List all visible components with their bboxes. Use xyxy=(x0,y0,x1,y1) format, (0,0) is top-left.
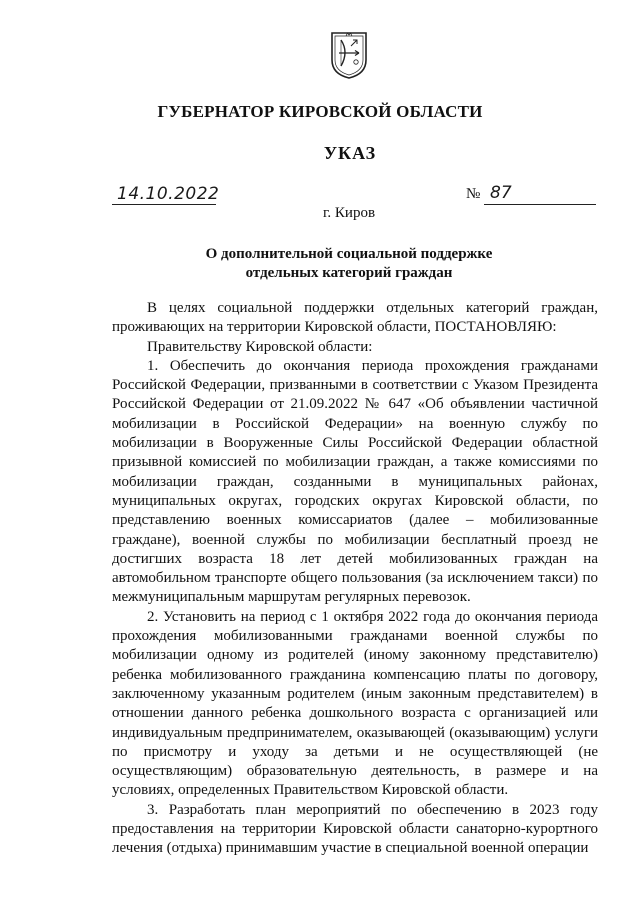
subject-line-2: отдельных категорий граждан xyxy=(245,265,453,281)
kirov-region-coat-of-arms-icon xyxy=(329,30,369,80)
issue-city: г. Киров xyxy=(322,205,376,221)
preamble-paragraph: В целях социальной поддержки отдельных категорий граждан, проживающих на территории Кировской области, ПОСТАНОВЛЯЮ: xyxy=(112,300,598,336)
clause-3-paragraph: 3. Разработать план мероприятий по обеспечению в 2023 году предоставления на территории Кировской области санаторно-курортного лечения (отдыха) принимавшим участие в специальной военной операции xyxy=(112,801,598,857)
document-body xyxy=(112,299,598,859)
clause-2-paragraph: 2. Установить на период с 1 октября 2022 года до окончания периода прохождения мобилизованными гражданами военной службы по мобилизации одному из родителей (иному законному представителю) ребенка мобилизованного гражданина компенсацию платы по договору, заключенному указанным родителем (иным законным представителем) в отношении данного ребенка дошкольного возраста с организацией или индивидуальным предпринимателем, оказывающей (оказывающим) услуги по присмотру и уходу за детьми и не осуществляющей (не осуществляющим) образовательную деятельность, в размере и на условиях, определенных Правительством Кировской области. xyxy=(112,608,598,799)
document-type: УКАЗ xyxy=(323,143,377,163)
clause-1-paragraph: 1. Обеспечить до окончания периода прохождения гражданами Российской Федерации, призванными в соответствии с Указом Президента Российской Федерации от 21.09.2022 № 647 «Об объявлении частичной мобилизации в Российской Федерации» на военную службу по мобилизации в Вооруженные Силы Российской Федерации областной призывной комиссией по мобилизации граждан, а также комиссиями по мобилизации граждан, созданными в муниципальных районах, муниципальных округах, городских округах Кировской области, по представлению военных комиссариатов (далее – мобилизованные граждане), военной службы по мобилизации бесплатный проезд не достигших возраста 18 лет детей мобилизованных граждан на автомобильном транспорте общего пользования (за исключением такси) по межмуниципальным маршрутам регулярных перевозок. xyxy=(112,357,598,606)
issuing-authority: ГУБЕРНАТОР КИРОВСКОЙ ОБЛАСТИ xyxy=(157,102,483,121)
addressee-paragraph: Правительству Кировской области: xyxy=(147,338,373,355)
subject-line-1: О дополнительной социальной поддержке xyxy=(205,246,493,262)
document-date: 14.10.2022 xyxy=(117,184,220,204)
document-subject xyxy=(0,245,640,283)
number-sign: № xyxy=(466,186,481,202)
document-number: 87 xyxy=(490,183,512,203)
